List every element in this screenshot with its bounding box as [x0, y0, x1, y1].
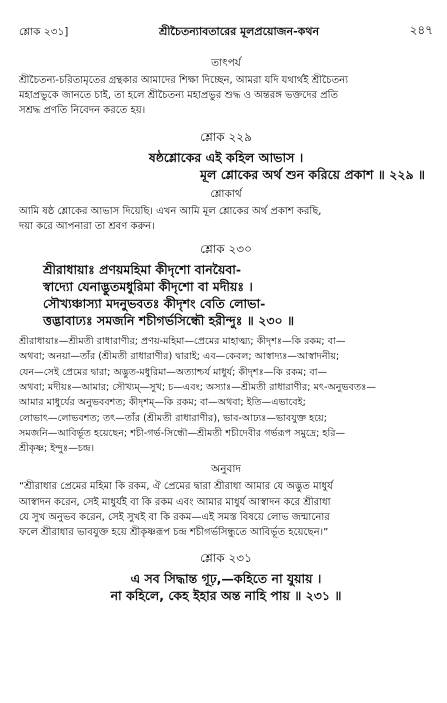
- verse-231-text: [19, 570, 433, 604]
- synonym-line: আমার মাধুর্যের অনুভববশত; কীদৃশম্—কি রকম; বা—অথবা; ইতি—এভাবেই;: [19, 397, 306, 409]
- synonym-line: অথবা; অনয়া—তাঁর (শ্রীমতী রাধারাণীর) দ্বারাই; এব—কেবল; আস্বাদ্যঃ—আস্বাদনীয়;: [19, 351, 340, 363]
- verse-line: এ সব সিদ্ধান্ত গূঢ়,—কহিতে না যুয়ায় ।: [130, 571, 322, 587]
- verse-229-translation-heading: শ্লোকার্থ: [210, 187, 242, 200]
- synonym-line: সমজনি—আবির্ভূত হয়েছেন; শচী-গর্ভ-সিন্ধৌ—শ্রীমতী শচীদেবীর গর্ভরূপ সমুদ্রে; হরি—: [19, 427, 346, 439]
- translation-line: “শ্রীরাধার প্রেমের মহিমা কি রকম, ঐ প্রেমের দ্বারা শ্রীরাধা আমার যে অদ্ভুত মাধুর্য: [19, 481, 333, 493]
- purport-line: সশ্রদ্ধ প্রণতি নিবেদন করতে হয়।: [19, 105, 146, 117]
- header-verse-ref: শ্লোক ২৩১]: [19, 26, 69, 38]
- page-number: ২৪৭: [409, 23, 433, 37]
- verse-line: সৌখ্যঞ্চাস্যা মদনুভবতঃ কীদৃশং বেতি লোভা-: [43, 296, 266, 312]
- translation-line: আমি ষষ্ঠ শ্লোকের আভাস দিয়েছি। এখন আমি মূল শ্লোকের অর্থ প্রকাশ করছি,: [19, 205, 322, 217]
- verse-line: মূল শ্লোকের অর্থ শুন করিয়ে প্রকাশ ॥ ২২৯ ॥: [200, 166, 425, 182]
- purport-text: [19, 73, 433, 119]
- verse-229-number: শ্লোক ২২৯: [200, 129, 252, 144]
- purport-heading: তাৎপর্য: [211, 57, 241, 69]
- synonym-line: যেন—সেই প্রেমের দ্বারা; অদ্ভুত-মধুরিমা—অত্যাশ্চর্য মাধুর্য; কীদৃশঃ—কি রকম; বা—: [19, 366, 328, 378]
- verse-229-text: [19, 149, 433, 183]
- translation-line: ফলে শ্রীরাধার ভাবযুক্ত হয়ে শ্রীকৃষ্ণরূপ চন্দ্র শচীগর্ভসিন্ধুতে আবির্ভূত হয়েছেন।”: [19, 527, 329, 538]
- verse-231-number: শ্লোক ২৩১: [200, 551, 252, 566]
- translation-line: আস্বাদন করেন, সেই মাধুর্যই বা কি রকম এবং আমার মাধুর্য আস্বাদন করে শ্রীরাধা: [19, 496, 331, 508]
- synonym-line: অথবা; মদীয়ঃ—আমার; সৌখ্যম্—সুখ; চ—এবং; অস্যাঃ—শ্রীমতী রাধারাণীর; মৎ-অনুভবতঃ—: [19, 381, 376, 393]
- verse-229-translation: [19, 204, 433, 234]
- verse-line: ত্তদ্ভাবাঢ্যঃ সমজনি শচীগর্ভসিন্ধৌ হরীন্দুঃ ॥ ২৩০ ॥: [43, 313, 295, 329]
- verse-line: স্বাদ্যো যেনাদ্ভুতমধুরিমা কীদৃশো বা মদীয়ঃ ।: [43, 279, 253, 295]
- verse-230-number: শ্লোক ২৩০: [200, 242, 252, 257]
- verse-line: না কহিলে, কেহ ইহার অন্ত নাহি পায় ॥ ২৩১ ॥: [110, 588, 342, 604]
- header-chapter-title: শ্রীচৈতন্যাবতারের মূলপ্রয়োজন-কথন: [158, 25, 320, 38]
- running-header: [19, 0, 433, 42]
- verse-line: শ্রীরাধায়াঃ প্রণয়মহিমা কীদৃশো বানয়ৈবা-: [43, 262, 242, 278]
- verse-230-text: [19, 261, 433, 329]
- purport-line: শ্রীচৈতন্য-চরিতামৃতের গ্রন্থকার আমাদের শিক্ষা দিচ্ছেন, আমরা যদি যথার্থই শ্রীচৈতন্য: [19, 75, 349, 86]
- verse-line: ষষ্ঠশ্লোকের এই কহিল আভাস ।: [148, 149, 304, 165]
- verse-230-translation: [19, 479, 433, 540]
- translation-line: দয়া করে আপনারা তা শ্রবণ করুন।: [19, 220, 155, 232]
- synonym-line: লোভাৎ—লোভবশত; তৎ—তাঁর (শ্রীমতী রাধারাণীর), ভাব-আঢ্যঃ—ভাবযুক্ত হয়ে;: [19, 412, 327, 424]
- synonym-line: শ্রীরাধায়াঃ—শ্রীমতী রাধারাণীর; প্রণয়-মহিমা—প্রেমের মাহাত্ম্য; কীদৃশঃ—কি রকম; বা—: [19, 336, 346, 348]
- translation-line: যে সুখ অনুভব করেন, সেই সুখই বা কি রকম—এই সমস্ত বিষয়ে লোভ জন্মানোর: [19, 511, 330, 523]
- purport-line: মহাপ্রভুকে জানতে চাই, তা হলে শ্রীচৈতন্য মহাপ্রভুর শুদ্ধ ও অন্তরঙ্গ ভক্তদের প্রতি: [19, 90, 338, 102]
- verse-230-translation-heading: অনুবাদ: [211, 463, 241, 476]
- synonym-line: শ্রীকৃষ্ণ; ইন্দুঃ—চন্দ্র।: [19, 443, 95, 455]
- word-for-word-synonyms: [19, 334, 433, 456]
